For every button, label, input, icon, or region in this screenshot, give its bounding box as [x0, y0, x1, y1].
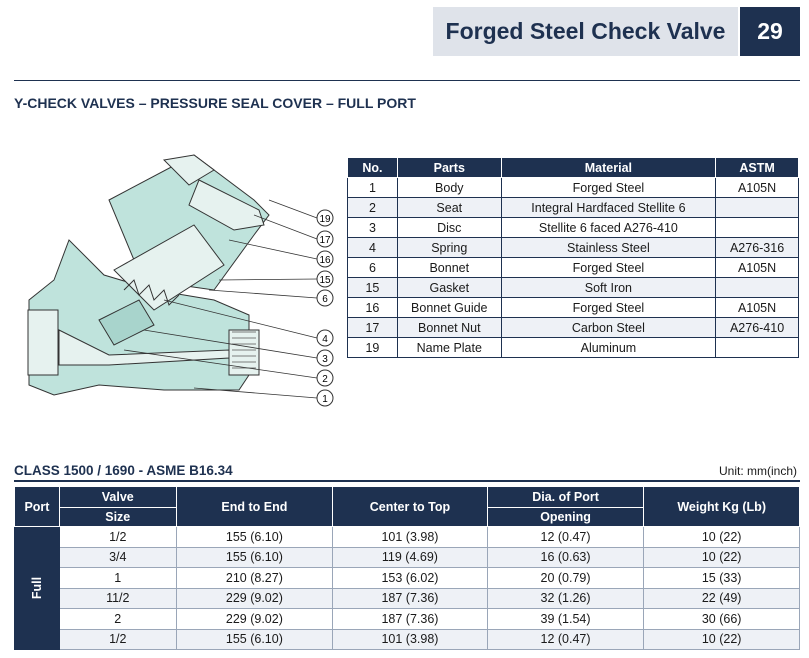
col-port: Port — [15, 487, 60, 527]
section-title: Y-CHECK VALVES – PRESSURE SEAL COVER – FULL PORT — [14, 95, 416, 111]
svg-text:6: 6 — [322, 294, 328, 305]
svg-text:15: 15 — [319, 275, 331, 286]
table-row: 4 Spring Stainless Steel A276-316 — [348, 238, 799, 258]
table-row: 2 Seat Integral Hardfaced Stellite 6 — [348, 198, 799, 218]
callout-1 — [194, 388, 333, 406]
callout-15 — [219, 271, 333, 287]
svg-text:3: 3 — [322, 354, 328, 365]
svg-text:17: 17 — [319, 235, 331, 246]
table-row: 3 Disc Stellite 6 faced A276-410 — [348, 218, 799, 238]
col-astm: ASTM — [716, 158, 799, 178]
svg-text:19: 19 — [319, 214, 331, 225]
table-row: 17 Bonnet Nut Carbon Steel A276-410 — [348, 318, 799, 338]
col-valve-size-top: Valve — [59, 487, 176, 508]
col-parts: Parts — [397, 158, 501, 178]
table-row: 1 Body Forged Steel A105N — [348, 178, 799, 198]
svg-text:1: 1 — [322, 394, 328, 405]
col-weight: Weight Kg (Lb) — [644, 487, 800, 527]
table-row: 3/4 155 (6.10) 119 (4.69) 16 (0.63) 10 (22) — [15, 547, 800, 568]
col-material: Material — [501, 158, 715, 178]
page-number: 29 — [740, 7, 800, 56]
col-valve-size-bottom: Size — [59, 508, 176, 527]
table-row: 19 Name Plate Aluminum — [348, 338, 799, 358]
svg-text:16: 16 — [319, 255, 331, 266]
svg-text:2: 2 — [322, 374, 328, 385]
valve-body — [28, 155, 269, 395]
port-label: Full — [15, 527, 60, 650]
class-title: CLASS 1500 / 1690 - ASME B16.34 — [14, 463, 233, 478]
page-title: Forged Steel Check Valve — [433, 7, 738, 56]
callout-19 — [269, 200, 333, 226]
class-divider — [14, 480, 800, 482]
table-row: Full 1/2 155 (6.10) 101 (3.98) 12 (0.47) 10 (22) — [15, 527, 800, 548]
table-row: 16 Bonnet Guide Forged Steel A105N — [348, 298, 799, 318]
col-dia-port-top: Dia. of Port — [487, 487, 644, 508]
table-row: 6 Bonnet Forged Steel A105N — [348, 258, 799, 278]
table-row: 2 229 (9.02) 187 (7.36) 39 (1.54) 30 (66) — [15, 609, 800, 630]
col-dia-port-bottom: Opening — [487, 508, 644, 527]
callout-6 — [209, 290, 333, 306]
parts-table — [347, 157, 799, 358]
col-no: No. — [348, 158, 398, 178]
svg-text:4: 4 — [322, 334, 328, 345]
unit-label: Unit: mm(inch) — [718, 464, 797, 478]
table-row: 11/2 229 (9.02) 187 (7.36) 32 (1.26) 22 (49) — [15, 588, 800, 609]
col-center-to-top: Center to Top — [333, 487, 488, 527]
valve-diagram — [14, 140, 344, 420]
header-divider — [14, 80, 800, 81]
table-row: 1 210 (8.27) 153 (6.02) 20 (0.79) 15 (33) — [15, 568, 800, 589]
table-row: 1/2 155 (6.10) 101 (3.98) 12 (0.47) 10 (22) — [15, 629, 800, 650]
dimension-table — [14, 486, 800, 650]
col-end-to-end: End to End — [176, 487, 333, 527]
table-row: 15 Gasket Soft Iron — [348, 278, 799, 298]
